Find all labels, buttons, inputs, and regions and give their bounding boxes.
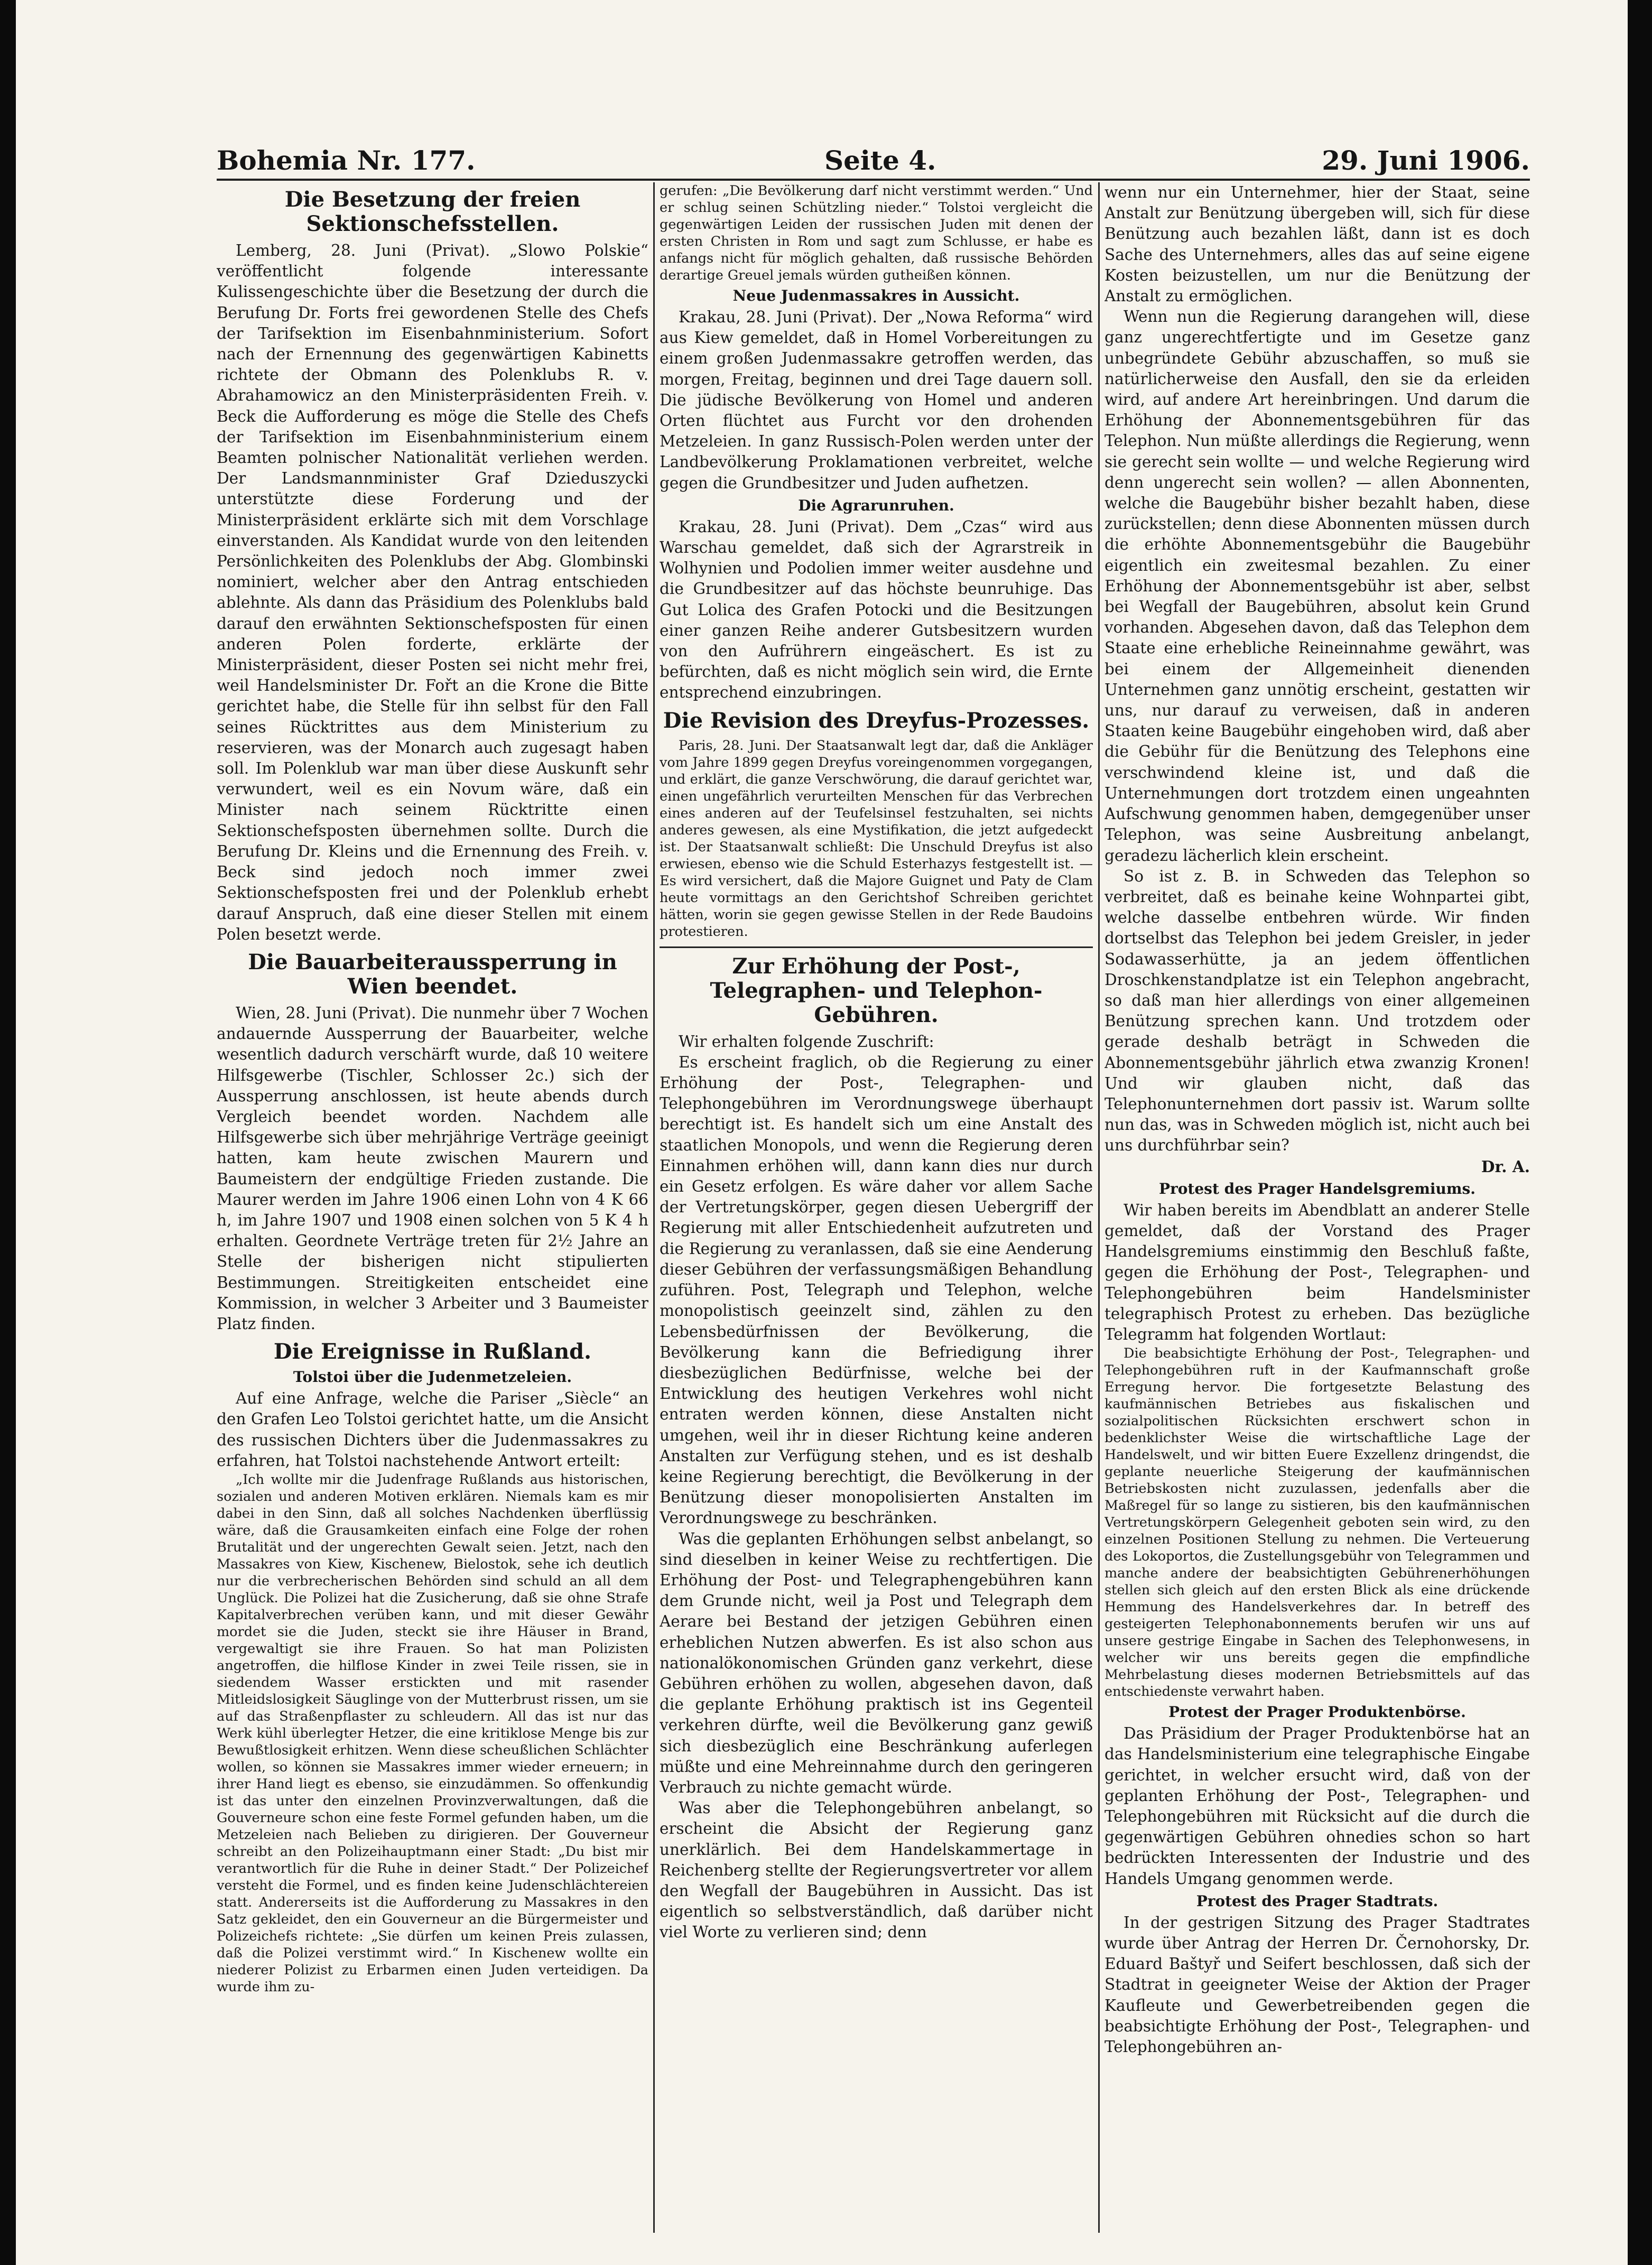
article-paragraph: Das Präsidium der Prager Produktenbörse hat an das Handelsministerium eine telegraphische Eingabe gerichtet, in welcher ersucht wird, daß von der geplanten Erhöhung der Post-, Telegraphen- und Telephongebühren mit Rücksicht auf die durch die gegenwärtigen Gebühren ohnedies schon so hart bedrückten Interessenten der Industrie und des Handels Umgang genommen werde. [1105,1724,1530,1888]
article-subheading: Protest des Prager Handelsgremiums. [1158,1180,1476,1198]
article-quote: gerufen: „Die Bevölkerung darf nicht verstimmt werden.“ Und er schlug seinen Schützling nieder.“ Tolstoi vergleicht die gegenwärtigen Leiden der russischen Juden mit denen der ersten Christen in Rom und sagt zum Schlusse, er habe es anfangs nicht für möglich gehalten, daß russische Behörden derartige Greuel jemals würden gutheißen können. [660,183,1093,283]
article-paragraph: Wenn nun die Regierung darangehen will, diese ganz ungerechtfertigte und im Gesetze ganz unbegründete Gebühr abzuschaffen, so muß sie natürlicherweise den Ausfall, den sie da erleiden wird, auf andere Art hereinbringen. Und darum die Erhöhung der Abonnementsgebühren für das Telephon. Nun müßte allerdings die Regierung, wenn sie gerecht sein wollte — und welche Regierung wird denn ungerecht sein wollen? — allen Abonnenten, welche die Baugebühr bisher bezahlt haben, diese zurückstellen; denn diese Abonnenten müssen durch die erhöhte Abonnementsgebühr die Baugebühr eigentlich ein zweitesmal bezahlen. Zu einer Erhöhung der Abonnementsgebühr ist aber, selbst bei Wegfall der Baugebühren, absolut kein Grund vorhanden. Abgesehen davon, daß das Telephon dem Staate eine erhebliche Reineinnahme gewährt, was bei einem der Allgemeinheit dienenden Unternehmen ganz unnötig erscheint, gestatten wir uns, nur darauf zu verweisen, daß in anderen Staaten keine Baugebühr eingehoben wird, daß aber die Gebühr für die Benützung des Telephons eine verschwindend kleine ist, und daß die Unternehmungen dort trotzdem einen ungeahnten Aufschwung genommen haben, demgegenüber unser Telephon, was seine Ausbreitung anbelangt, geradezu lächerlich klein erscheint. [1105,308,1530,865]
header-masthead: Bohemia Nr. 177. [217,145,476,176]
article-paragraph: Was die geplanten Erhöhungen selbst anbelangt, so sind dieselben in keiner Weise zu rechtfertigen. Die Erhöhung der Post- und Telegraphengebühren kann dem Grunde nicht, weil ja Post und Telegraph dem Aerare bei Bestand der jetzigen Gebühren einen erheblichen Nutzen abwerfen. Es ist also schon aus nationalökonomischen Gründen ganz verkehrt, diese Gebühren erhöhen zu wollen, abgesehen davon, daß die geplante Erhöhung praktisch ist ins Gegenteil verkehren dürfte, weil die Bevölkerung ganz gewiß sich diesbezüglich eine Beschränkung auferlegen müßte und eine Mehreinnahme durch den geringeren Verbrauch zu nichte gemacht würde. [660,1529,1093,1796]
article-heading: Die Besetzung der freien Sektionschefsstellen. [284,187,581,236]
article-heading: Die Ereignisse in Rußland. [273,1339,592,1364]
column-2 [660,182,1093,2243]
article-subheading: Tolstoi über die Judenmetzeleien. [293,1368,572,1386]
article-paragraph: Wir haben bereits im Abendblatt an anderer Stelle gemeldet, daß der Vorstand des Prager Handelsgremiums einstimmig den Beschluß faßte, gegen die Erhöhung der Post-, Telegraphen- und Telephongebühren beim Handelsminister telegraphisch Protest zu erheben. Das bezügliche Telegramm hat folgenden Wortlaut: [1105,1201,1530,1343]
article-subheading: Protest des Prager Stadtrats. [1196,1892,1438,1910]
article-paragraph: Es erscheint fraglich, ob die Regierung zu einer Erhöhung der Post-, Telegraphen- und Telephongebühren im Verordnungswege überhaupt berechtigt ist. Es handelt sich um eine Anstalt des staatlichen Monopols, und wenn die Regierung deren Einnahmen erhöhen will, dann kann dies nur durch ein Gesetz erfolgen. Es wäre daher vor allem Sache der Vertretungskörper, gegen diesen Uebergriff der Regierung mit aller Entschiedenheit aufzutreten und die Regierung zu veranlassen, daß sie eine Aenderung dieser Gebühren der verfassungsmäßigen Behandlung zuführen. Post, Telegraph und Telephon, welche monopolistisch geeinzelt sind, zählen zu den Lebensbedürfnissen der Bevölkerung, die Bevölkerung kann die Befriedigung ihrer diesbezüglichen Bedürfnisse, welche bei der Entwicklung des heutigen Verkehres wohl nicht entraten werden können, diese Anstalten nicht umgehen, weil ihr in dieser Richtung keine anderen Anstalten zur Verfügung stehen, und es ist deshalb keine Regierung berechtigt, die Bevölkerung in der Benützung dieser monopolisierten Anstalten im Verordnungswege zu beschränken. [660,1053,1093,1527]
article-paragraph: Wien, 28. Juni (Privat). Die nunmehr über 7 Wochen andauernde Aussperrung der Bauarbeiter, welche wesentlich dadurch verschärft wurde, daß 10 weitere Hilfsgewerbe (Tischler, Schlosser 2c.) sich der Aussperrung anschlossen, ist heute abends durch Vergleich beendet worden. Nachdem alle Hilfsgewerbe sich über mehrjährige Verträge geeinigt hatten, kam heute zwischen Maurern und Baumeistern der endgültige Frieden zustande. Die Maurer werden im Jahre 1906 einen Lohn von 4 K 66 h, im Jahre 1907 und 1908 einen solchen von 5 K 4 h erhalten. Geordnete Verträge treten für 2½ Jahre an Stelle der bisherigen nicht stipulierten Bestimmungen. Streitigkeiten entscheidet eine Kommission, in welcher 3 Arbeiter und 3 Baumeister Platz finden. [217,1004,648,1333]
section-rule [660,946,1093,948]
article-paragraph: wenn nur ein Unternehmer, hier der Staat, seine Anstalt zur Benützung übergeben will, sich für diese Benützung auch bezahlen läßt, dann ist es doch Sache des Unternehmers, alles das auf seine eigene Kosten beizustellen, um nur die Benützung der Anstalt zu ermöglichen. [1105,183,1530,305]
article-heading: Die Revision des Dreyfus-Prozesses. [663,708,1090,733]
article-paragraph: In der gestrigen Sitzung des Prager Stadtrates wurde über Antrag der Herren Dr. Černohorsky, Dr. Eduard Baštyř und Seifert beschlossen, daß sich der Stadtrat in geeigneter Weise der Aktion der Prager Kaufleute und Gewerbetreibenden gegen die beabsichtigte Erhöhung der Post-, Telegraphen- und Telephongebühren an- [1105,1913,1530,2056]
header-rule [217,179,1530,181]
article-heading: Zur Erhöhung der Post-, Telegraphen- und Telephon-Gebühren. [710,953,1043,1027]
article-paragraph: Auf eine Anfrage, welche die Pariser „Siècle“ an den Grafen Leo Tolstoi gerichtet hatte, um die Ansicht des russischen Dichters über die Judenmassakres zu erfahren, hat Tolstoi nachstehende Antwort erteilt: [217,1389,648,1470]
article-paragraph: Krakau, 28. Juni (Privat). Der „Nowa Reforma“ wird aus Kiew gemeldet, daß in Homel Vorbereitungen zu einem großen Judenmassakre getroffen werden, das morgen, Freitag, beginnen und drei Tage dauern soll. Die jüdische Bevölkerung von Homel und anderen Orten flüchtet aus Furcht vor den drohenden Metzeleien. In ganz Russisch-Polen werden unter der Landbevölkerung Proklamationen verbreitet, welche gegen die Grundbesitzer und Juden aufhetzen. [660,308,1093,492]
page-header [217,145,1530,182]
author-signature: Dr. A. [1481,1157,1530,1176]
telegram-text: Die beabsichtigte Erhöhung der Post-, Telegraphen- und Telephongebühren ruft in der Kaufmannschaft große Erregung hervor. Die fortgesetzte Belastung des kaufmännischen Betriebes aus fiskalischen und sozialpolitischen Rücksichten erschwert schon in bedenklichster Weise die wirtschaftliche Lage der Handelswelt, und wir bitten Euere Exzellenz dringendst, die geplante neuerliche Steigerung der kaufmännischen Betriebskosten nicht zuzulassen, jedenfalls aber die Maßregel für so lange zu sistieren, bis den kaufmännischen Vertretungskörpern Gelegenheit geboten sein wird, zu den einzelnen Positionen Stellung zu nehmen. Die Verteuerung des Lokoportos, die Zustellungsgebühr von Telegrammen und manche andere der beabsichtigten Gebührenerhöhungen stellen sich gleich auf den ersten Blick als eine drückende Hemmung des Handelsverkehres dar. In betreff des gesteigerten Telephonabonnements berufen wir uns auf unsere gestrige Eingabe in Sachen des Telephonwesens, in welcher wir uns bereits gegen die empfindliche Mehrbelastung dieses modernen Betriebsmittels auf das entschiedenste verwahrt haben. [1105,1345,1530,1700]
article-paragraph: Was aber die Telephongebühren anbelangt, so erscheint die Absicht der Regierung ganz unerklärlich. Bei dem Handelskammertage in Reichenberg stellte der Regierungsvertreter vor allem den Wegfall der Baugebühren in Aussicht. Das ist eigentlich so selbstverständlich, daß darüber nicht viel Worte zu verlieren sind; denn [660,1799,1093,1942]
column-divider [653,182,655,2233]
article-paragraph: Wir erhalten folgende Zuschrift: [679,1032,934,1051]
column-3 [1105,182,1530,2243]
column-1 [217,182,648,2243]
header-date: 29. Juni 1906. [1322,145,1530,176]
article-subheading: Neue Judenmassakres in Aussicht. [732,287,1020,304]
header-page-number: Seite 4. [824,145,936,176]
article-paragraph: Lemberg, 28. Juni (Privat). „Slowo Polskie“ veröffentlicht folgende interessante Kulissengeschichte über die Besetzung der durch die Berufung Dr. Forts frei gewordenen Stelle des Chefs der Tarifsektion im Eisenbahnministerium. Sofort nach der Ernennung des gegenwärtigen Kabinetts richtete der Obmann des Polenklubs R. v. Abrahamowicz an den Ministerpräsidenten Freih. v. Beck die Aufforderung es möge die Stelle des Chefs der Tarifsektion im Eisenbahnministerium einem Beamten polnischer Nationalität verliehen werden. Der Landsmannminister Graf Dzieduszycki unterstützte diese Forderung und der Ministerpräsident erklärte sich mit dem Vorschlage einverstanden. Als Kandidat wurde von den leitenden Persönlichkeiten des Polenklubs der Abg. Glombinski nominiert, welcher aber den Antrag entschieden ablehnte. Als dann das Präsidium des Polenklubs bald darauf den erwähnten Sektionschefsposten für einen anderen Polen forderte, erklärte der Ministerpräsident, dieser Posten sei nicht mehr frei, weil Handelsminister Dr. Fořt an die Krone die Bitte gerichtet habe, die Stelle für ihn selbst für den Fall seines Rücktrittes aus dem Ministerium zu reservieren, was der Monarch auch zugesagt haben soll. Im Polenklub war man über diese Auskunft sehr verwundert, weil es ein Novum wäre, daß ein Minister nach seinem Rücktritte einen Sektionschefsposten übernehmen sollte. Durch die Berufung Dr. Kleins und die Ernennung des Freih. v. Beck sind jedoch noch immer zwei Sektionschefsposten frei und der Polenklub erhebt darauf Anspruch, daß eine dieser Stellen mit einem Polen besetzt werde. [217,242,648,943]
article-quote: „Ich wollte mir die Judenfrage Rußlands aus historischen, sozialen und anderen Motiven erklären. Niemals kam es mir dabei in den Sinn, daß all solches Nachdenken überflüssig wäre, daß die Grausamkeiten einfach eine Folge der rohen Brutalität und der ungerechten Gewalt seien. Jetzt, nach den Massakres von Kiew, Kischenew, Bielostok, sehe ich deutlich nur die verbrecherischen Behörden sind schuld an all dem Unglück. Die Polizei hat die Zusicherung, daß sie ohne Strafe Kapitalverbrechen verüben kann, und mit dieser Gewähr mordet sie die Juden, steckt sie ihre Häuser in Brand, vergewaltigt sie ihre Frauen. So hat man Polizisten angetroffen, die hilflose Kinder in zwei Teile rissen, sie in siedendem Wasser erstickten und mit rasender Mitleidslosigkeit Säuglinge von der Mutterbrust rissen, um sie auf das Straßenpflaster zu schleudern. All das ist nur das Werk kühl überlegter Hetzer, die eine kritiklose Menge bis zur Bewußtlosigkeit erhitzen. Wenn diese scheußlichen Schlächter wollen, so können sie Massakres immer wieder erneuern; in ihrer Hand liegt es ebenso, sie einzudämmen. So offenkundig ist das unter den einzelnen Provinzverwaltungen, daß die Gouverneure schon eine feste Formel gefunden haben, um die Metzeleien nach Belieben zu dirigieren. Der Gouverneur schreibt an den Polizeihauptmann einer Stadt: „Du bist mir verantwortlich für die Ruhe in deiner Stadt.“ Der Polizeichef versteht die Formel, und es finden keine Judenschlächtereien statt. Andererseits ist die Aufforderung zu Massakres in den Satz gekleidet, den ein Gouverneur an die Bürgermeister und Polizeichefs richtete: „Sie dürfen um keinen Preis zulassen, daß die Polizei verstimmt wird.“ In Kischenew wollte ein niederer Polizist zu Erbarmen einen Juden verteidigen. Da wurde ihm zu- [217,1471,648,1995]
article-subheading: Protest der Prager Produktenbörse. [1168,1703,1466,1721]
column-divider [1098,182,1100,2233]
article-paragraph: Paris, 28. Juni. Der Staatsanwalt legt dar, daß die Ankläger vom Jahre 1899 gegen Dreyfus voreingenommen vorgegangen, und erklärt, die ganze Verschwörung, die darauf gerichtet war, einen ungefährlich verurteilten Menschen für das Verbrechen eines anderen auf der Teufelsinsel festzuhalten, sei nichts anderes gewesen, als eine Mystifikation, die jetzt aufgedeckt ist. Der Staatsanwalt schließt: Die Unschuld Dreyfus ist also erwiesen, ebenso wie die Schuld Esterhazys festgestellt ist. — Es wird versichert, daß die Majore Guignet und Paty de Clam heute vormittags an den Gerichtshof Schreiben gerichtet hätten, worin sie gegen gewisse Stellen in der Rede Baudoins protestieren. [660,737,1093,940]
article-heading: Die Bauarbeiteraussperrung in Wien beendet. [248,949,617,999]
article-paragraph: Krakau, 28. Juni (Privat). Dem „Czas“ wird aus Warschau gemeldet, daß sich der Agrarstreik in Wolhynien und Podolien immer weiter ausdehne und die Grundbesitzer auf das höchste beunruhige. Das Gut Lolica des Grafen Potocki und die Besitzungen einer ganzen Reihe anderer Gutsbesitzern wurden von den Aufrührern eingeäschert. Es ist zu befürchten, daß es nicht möglich sein wird, die Ernte entsprechend einzubringen. [660,517,1093,702]
article-paragraph: So ist z. B. in Schweden das Telephon so verbreitet, daß es beinahe keine Wohnpartei gibt, welche dasselbe entbehren würde. Wir finden dortselbst das Telephon bei jedem Greisler, in jeder Sodawasserhütte, ja an jedem öffentlichen Droschkenstandplatze ist ein Telephon angebracht, so daß man hier allerdings von einer allgemeinen Benützung sprechen kann. Und trotzdem oder gerade deshalb beträgt in Schweden die Abonnementsgebühr jährlich etwa zwanzig Kronen! Und wir glauben nicht, daß das Telephonunternehmen dort passiv ist. Warum sollte nun das, was in Schweden möglich ist, nicht auch bei uns durchführbar sein? [1105,867,1530,1155]
article-subheading: Die Agrarunruhen. [798,496,954,514]
